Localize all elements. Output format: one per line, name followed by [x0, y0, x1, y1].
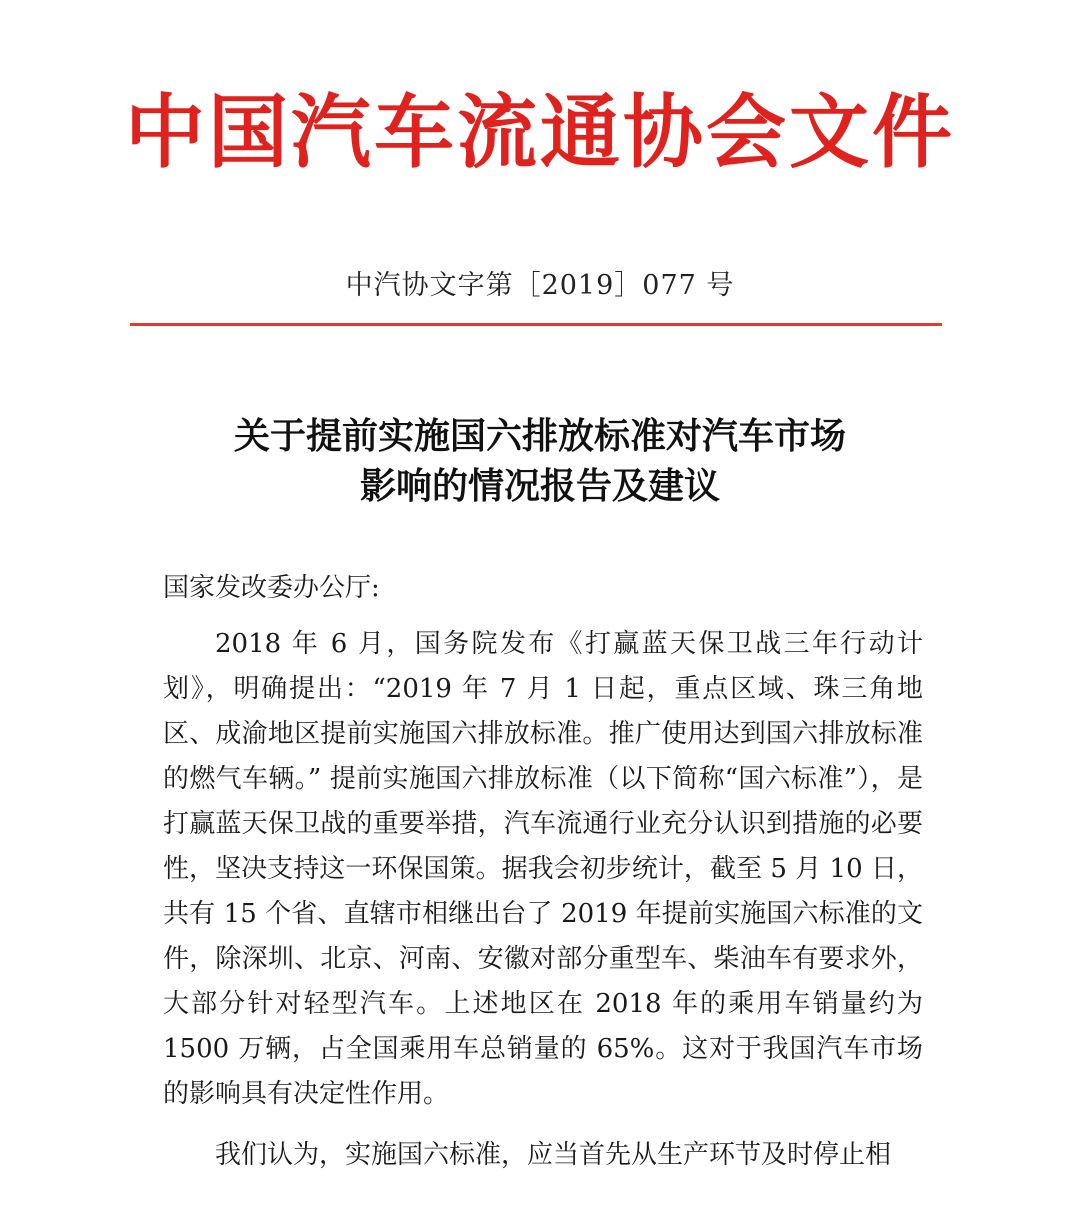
document-body [163, 566, 923, 1178]
organization-header-title: 中国汽车流通协会文件 [125, 85, 955, 179]
document-title [0, 412, 1080, 512]
body-paragraph-2: 我们认为，实施国六标准，应当首先从生产环节及时停止相 [215, 1140, 892, 1170]
document-title-line-1: 关于提前实施国六排放标准对汽车市场 [233, 416, 846, 457]
salutation: 国家发改委办公厅: [163, 573, 380, 603]
body-paragraph-1: 2018 年 6 月，国务院发布《打赢蓝天保卫战三年行动计划》，明确提出：“2019 年 7 月 1 日起，重点区域、珠三角地区、成渝地区提前实施国六排放标准。推广使用达到国六排放标准的燃气车辆。” 提前实施国六排放标准（以下简称“国六标准”），是打赢蓝天保卫战的重要举措，汽车流通行业充分认识到措施的必要性，坚决支持这一环保国策。据我会初步统计，截至 5 月 10 日，共有 15 个省、直辖市相继出台了 2019 年提前实施国六标准的文件，除深圳、北京、河南、安徽对部分重型车、柴油车有要求外，大部分针对轻型汽车。上述地区在 2018 年的乘用车销量约为 1500 万辆，占全国乘用车总销量的 65%。这对于我国汽车市场的影响具有决定性作用。 [163, 629, 923, 1109]
document-title-line-2: 影响的情况报告及建议 [359, 466, 720, 507]
document-number: 中汽协文字第［2019］077 号 [345, 270, 735, 301]
header-divider-rule [130, 323, 942, 326]
